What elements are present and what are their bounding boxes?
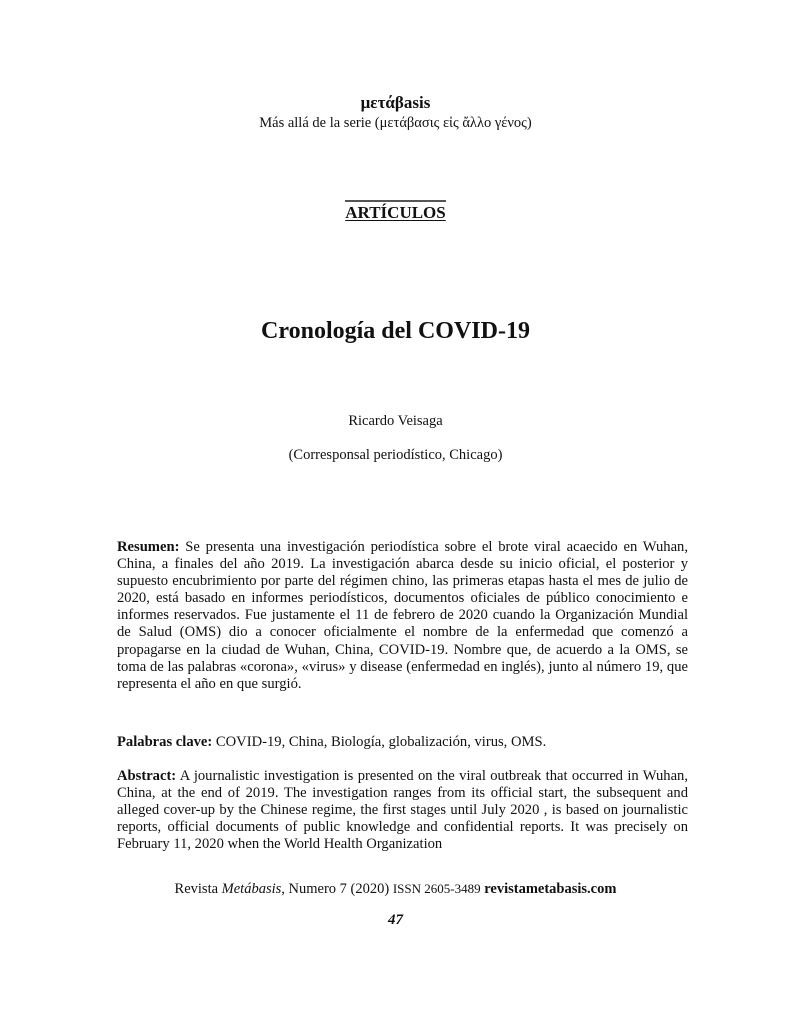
keywords-text: COVID-19, China, Biología, globalización, virus, OMS. [212,734,547,750]
keywords-label: Palabras clave: [117,734,213,750]
section-heading [0,200,791,223]
section-label: ARTÍCULOS [345,200,445,222]
resumen-label: Resumen: [117,539,180,555]
abstract-label: Abstract: [117,768,177,784]
abstract-paragraph [117,768,688,853]
abstract-text: A journalistic investigation is presented on the viral outbreak that occurred in Wuhan, China, at the end of 2019. The investigation ranges from its official start, the subsequent and alleged cover-up by the Chinese regime, the first stages until July 2020 , is based on journalistic reports, official documents of public knowledge and confidential reports. It was precisely on February 11, 2020 when the World Health Organization [117,768,688,853]
author-affiliation: (Corresponsal periodístico, Chicago) [288,447,503,463]
footer-url: revistametabasis.com [480,881,617,897]
footer-issn: ISSN 2605-3489 [392,881,481,896]
author-name: Ricardo Veisaga [348,413,443,429]
resumen-text: Se presenta una investigación periodística sobre el brote viral acaecido en Wuhan, China, a finales del año 2019. La investigación abarca desde su inicio oficial, el posterior y supuesto encubrimiento por parte del régimen chino, las primeras etapas hasta el mes de julio de 2020, está basado en informes periodísticos, documentos oficiales de público conocimiento e informes reservados. Fue justamente el 11 de febrero de 2020 cuando la Organización Mundial de Salud (OMS) dio a conocer oficialmente el nombre de la enfermedad que comenzó a propagarse en la ciudad de Wuhan, China, COVID-19. Nombre que, de acuerdo a la OMS, se toma de las palabras «corona», «virus» y disease (enfermedad en inglés), junto al número 19, que representa el año en que surgió. [117,539,688,692]
page-number: 47 [388,912,403,928]
resumen-paragraph [117,539,688,693]
journal-subtitle: Más allá de la serie (μετάβασις εἰς ἄλλο γένος) [259,115,532,131]
page-footer [0,880,791,898]
footer-journal-name: Metábasis [221,881,282,897]
keywords-paragraph [117,734,688,751]
footer-issue: , Numero 7 (2020) [281,881,393,897]
journal-name: μετάβasis [360,93,431,112]
article-title: Cronología del COVID-19 [261,318,530,344]
footer-prefix: Revista [174,881,222,897]
